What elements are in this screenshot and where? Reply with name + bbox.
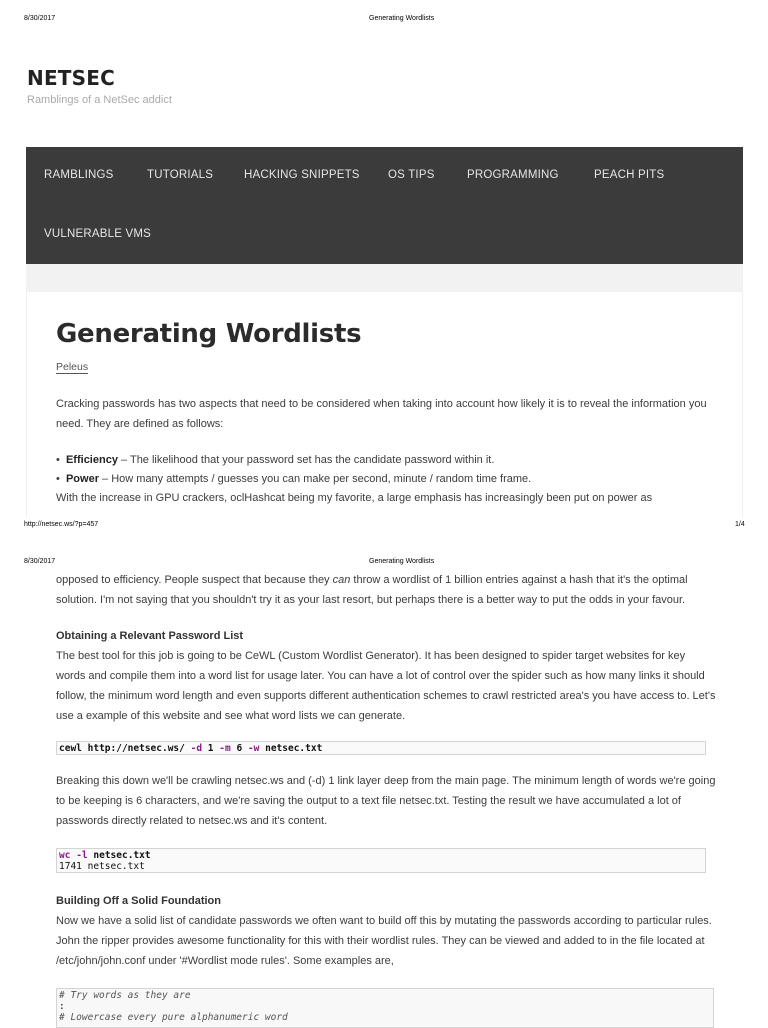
- paragraph-start: With the increase in GPU crackers, oclHashcat being my favorite, a large emphasis has increasingly been put on power as: [56, 492, 653, 504]
- code-block[interactable]: [56, 988, 714, 1028]
- code-token: -d: [190, 743, 203, 754]
- section-heading: Building Off a Solid Foundation: [56, 895, 221, 907]
- bullet-icon: •: [56, 473, 66, 485]
- print-date: 8/30/2017: [24, 558, 56, 565]
- section-heading: Obtaining a Relevant Password List: [56, 630, 244, 642]
- nav-item-vulnerable-vms[interactable]: VULNERABLE VMS: [44, 228, 151, 240]
- main-nav: [26, 147, 743, 264]
- code-block[interactable]: [56, 848, 706, 873]
- nav-item-hacking-snippets[interactable]: HACKING SNIPPETS: [244, 169, 360, 181]
- code-comment: # Try words as they are: [59, 990, 191, 1001]
- code-token: netsec.txt: [265, 743, 323, 754]
- site-title[interactable]: NETSEC: [27, 66, 115, 90]
- section-paragraph: Breaking this down we'll be crawling netsec.ws and (-d) 1 link layer deep from the main page. The minimum length of words we're going to be keeping is 6 characters, and we're saving the output to a text file netsec.txt. Testing the result we have accumulated a lot of passwords directly related to netsec.ws and it's content.: [56, 775, 716, 827]
- print-url: http://netsec.ws/?p=457: [24, 521, 99, 528]
- nav-item-tutorials[interactable]: TUTORIALS: [147, 169, 214, 181]
- code-block[interactable]: [56, 741, 706, 755]
- code-token: -l: [76, 850, 88, 861]
- print-date: 8/30/2017: [24, 15, 56, 22]
- nav-spacer: [26, 264, 743, 292]
- site-description: Ramblings of a NetSec addict: [27, 94, 172, 106]
- author-link[interactable]: Peleus: [56, 361, 89, 373]
- bullet-icon: •: [56, 454, 66, 466]
- code-comment: # Lowercase every pure alphanumeric word: [59, 1012, 288, 1023]
- nav-item-peach-pits[interactable]: PEACH PITS: [594, 169, 665, 181]
- paragraph-continued: [56, 570, 716, 610]
- nav-item-os-tips[interactable]: OS TIPS: [388, 169, 435, 181]
- text-span: throw a wordlist of 1 billion entries against a hash that it's the optimal solution. I'm not saying that you shouldn't try it as your last resort, but perhaps there is a better way to put the odds in your favour.: [56, 574, 688, 606]
- print-title: Generating Wordlists: [369, 558, 435, 565]
- bullet-term: Efficiency: [65, 454, 118, 466]
- code-token: netsec.txt: [93, 850, 151, 861]
- bullet-term: Power: [65, 473, 99, 485]
- print-page-number: 1/4: [735, 521, 745, 528]
- post-title: Generating Wordlists: [56, 319, 362, 349]
- nav-item-ramblings[interactable]: RAMBLINGS: [44, 169, 114, 181]
- code-token: http://netsec.ws/: [87, 743, 185, 754]
- list-item: [56, 450, 494, 470]
- nav-item-programming[interactable]: PROGRAMMING: [467, 169, 559, 181]
- print-title: Generating Wordlists: [369, 15, 435, 22]
- code-token: 1: [207, 743, 214, 754]
- code-token: -w: [247, 743, 260, 754]
- emphasis: can: [332, 574, 351, 586]
- section-paragraph: Now we have a solid list of candidate passwords we often want to build off this by mutating the passwords according to particular rules. John the ripper provides awesome functionality for this with their wordlist rules. They can be viewed and added to in the file located at /etc/john/john.conf under '#Wordlist mode rules'. Some examples are,: [56, 915, 712, 967]
- bullet-text: – How many attempts / guesses you can make per second, minute / random time frame.: [98, 473, 532, 485]
- bullet-text: – The likelihood that your password set has the candidate password within it.: [117, 454, 495, 466]
- section-paragraph: The best tool for this job is going to be CeWL (Custom Wordlist Generator). It has been designed to spider target websites for key words and compile them into a word list for usage later. You can have a lot of control over the spider such as how many links it should follow, the minimum word length and even supports different authentication schemes to crawl restricted area's you have access to. Let's use a example of this website and see what word lists we can generate.: [56, 650, 716, 722]
- list-item: [56, 469, 531, 489]
- text-span: opposed to efficiency. People suspect that because they: [56, 574, 333, 586]
- code-token: 6: [236, 743, 243, 754]
- code-line: :: [59, 1001, 65, 1012]
- code-token: wc: [59, 850, 71, 861]
- intro-paragraph: Cracking passwords has two aspects that need to be considered when taking into account how likely it is to reveal the information you need. They are defined as follows:: [56, 398, 707, 430]
- code-token: cewl: [59, 743, 82, 754]
- code-token: -m: [219, 743, 231, 754]
- code-output: 1741 netsec.txt: [59, 861, 145, 872]
